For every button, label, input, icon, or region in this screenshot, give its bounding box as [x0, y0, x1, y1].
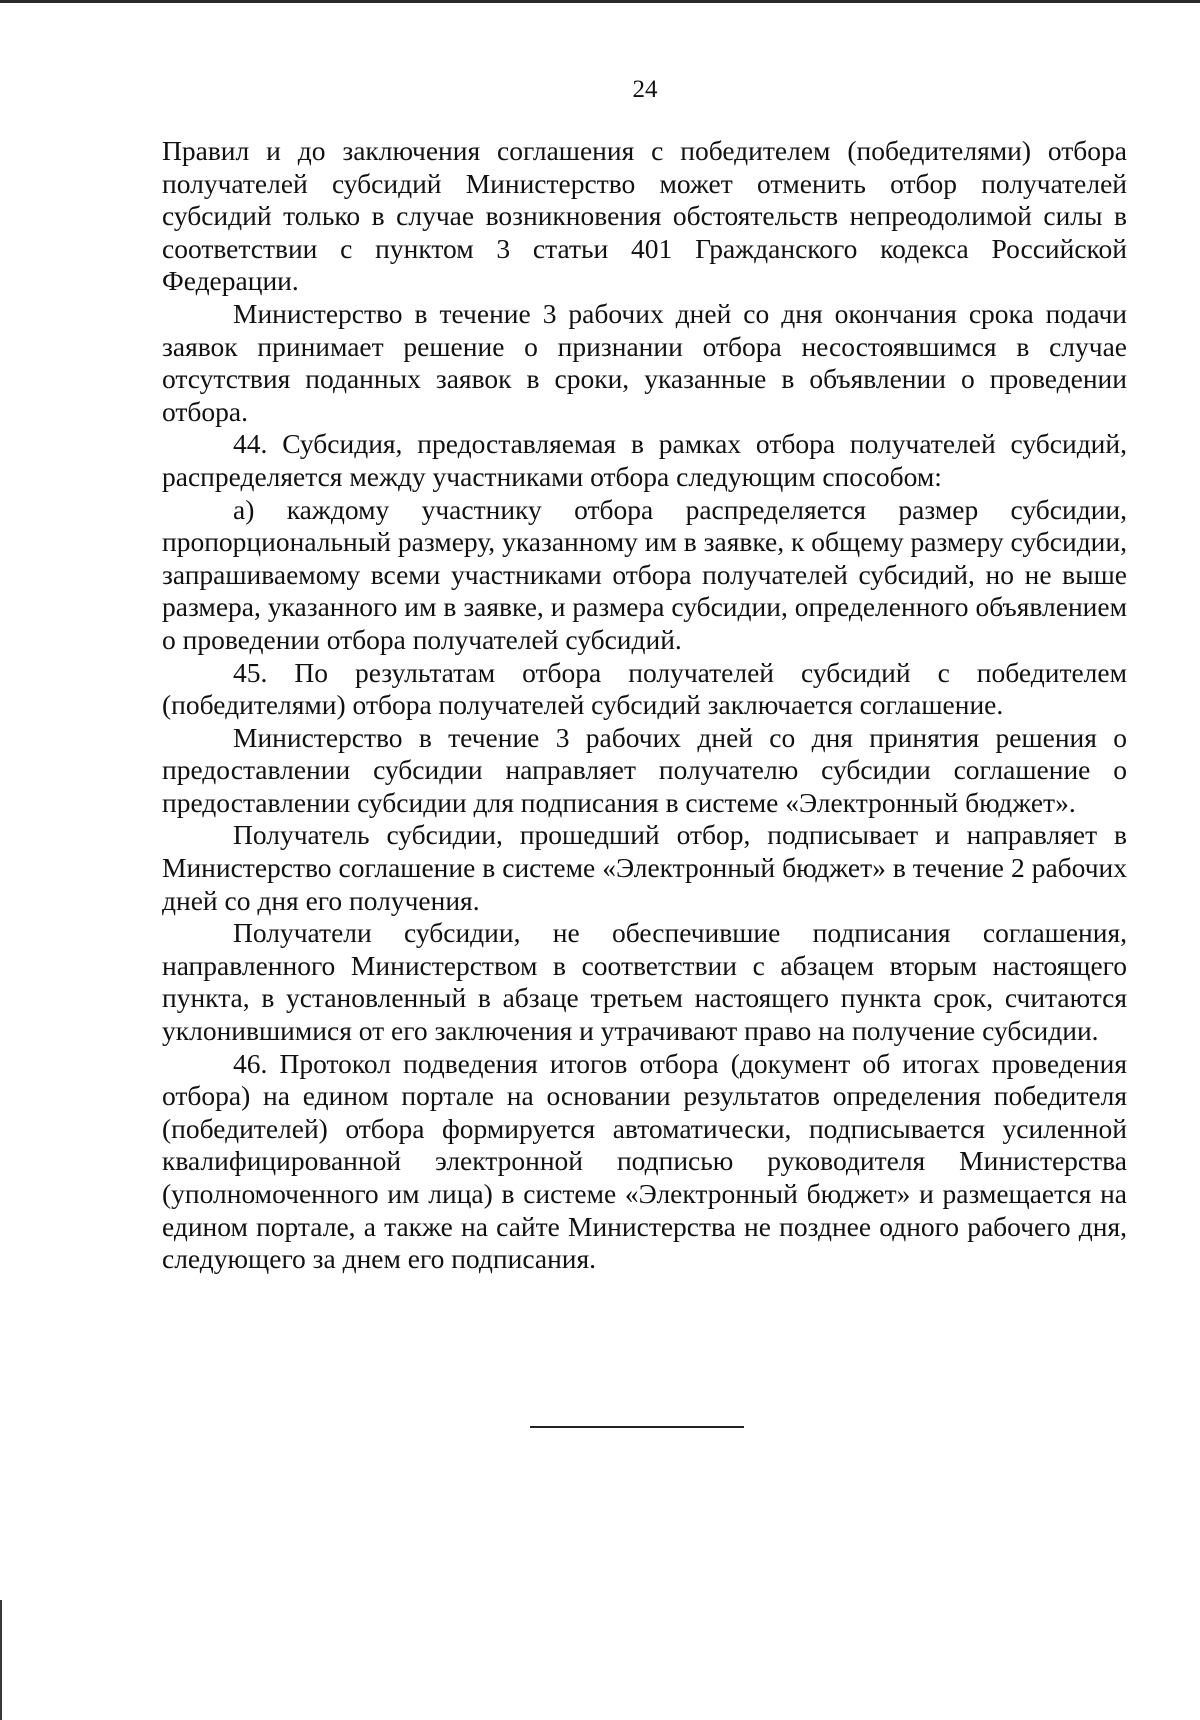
paragraph-7: Получатель субсидии, прошедший отбор, подписывает и направляет в Министерство соглашение в системе «Электронный бюджет» в течение 2 рабочих дней со дня его получения. [162, 819, 1127, 916]
paragraph-4: а) каждому участнику отбора распределяется размер субсидии, пропорциональный размеру, указанному им в заявке, к общему размеру субсидии, запрашиваемому всеми участниками отбора получателей субсидий, но не выше размера, указанного им в заявке, и размера субсидии, определенного объявлением о проведении отбора получателей субсидий. [162, 493, 1127, 655]
paragraph-3: 44. Субсидия, предоставляемая в рамках отбора получателей субсидий, распределяется между участниками отбора следующим способом: [162, 428, 1127, 492]
end-rule [530, 1426, 744, 1428]
page-number: 24 [632, 76, 658, 103]
document-body [162, 135, 1127, 1276]
paragraph-2: Министерство в течение 3 рабочих дней со дня окончания срока подачи заявок принимает решение о признании отбора несостоявшимся в случае отсутствия поданных заявок в сроки, указанные в объявлении о проведении отбора. [162, 297, 1127, 427]
scan-edge-top [0, 0, 1200, 3]
paragraph-6: Министерство в течение 3 рабочих дней со дня принятия решения о предоставлении субсидии направляет получателю субсидии соглашение о предоставлении субсидии для подписания в системе «Электронный бюджет». [162, 721, 1127, 818]
scan-edge-left [0, 1600, 2, 1720]
paragraph-9: 46. Протокол подведения итогов отбора (документ об итогах проведения отбора) на едином портале на основании результатов определения победителя (победителей) отбора формируется автоматически, подписывается усиленной квалифицированной электронной подписью руководителя Министерства (уполномоченного им лица) в системе «Электронный бюджет» и размещается на едином портале, а также на сайте Министерства не позднее одного рабочего дня, следующего за днем его подписания. [162, 1047, 1127, 1275]
paragraph-1: Правил и до заключения соглашения с победителем (победителями) отбора получателей субсидий Министерство может отменить отбор получателей субсидий только в случае возникновения обстоятельств непреодолимой силы в соответствии с пунктом 3 статьи 401 Гражданского кодекса Российской Федерации. [162, 135, 1127, 297]
paragraph-8: Получатели субсидии, не обеспечившие подписания соглашения, направленного Министерством в соответствии с абзацем вторым настоящего пункта, в установленный в абзаце третьем настоящего пункта срок, считаются уклонившимися от его заключения и утрачивают право на получение субсидии. [162, 917, 1127, 1047]
paragraph-5: 45. По результатам отбора получателей субсидий с победителем (победителями) отбора получателей субсидий заключается соглашение. [162, 656, 1127, 721]
